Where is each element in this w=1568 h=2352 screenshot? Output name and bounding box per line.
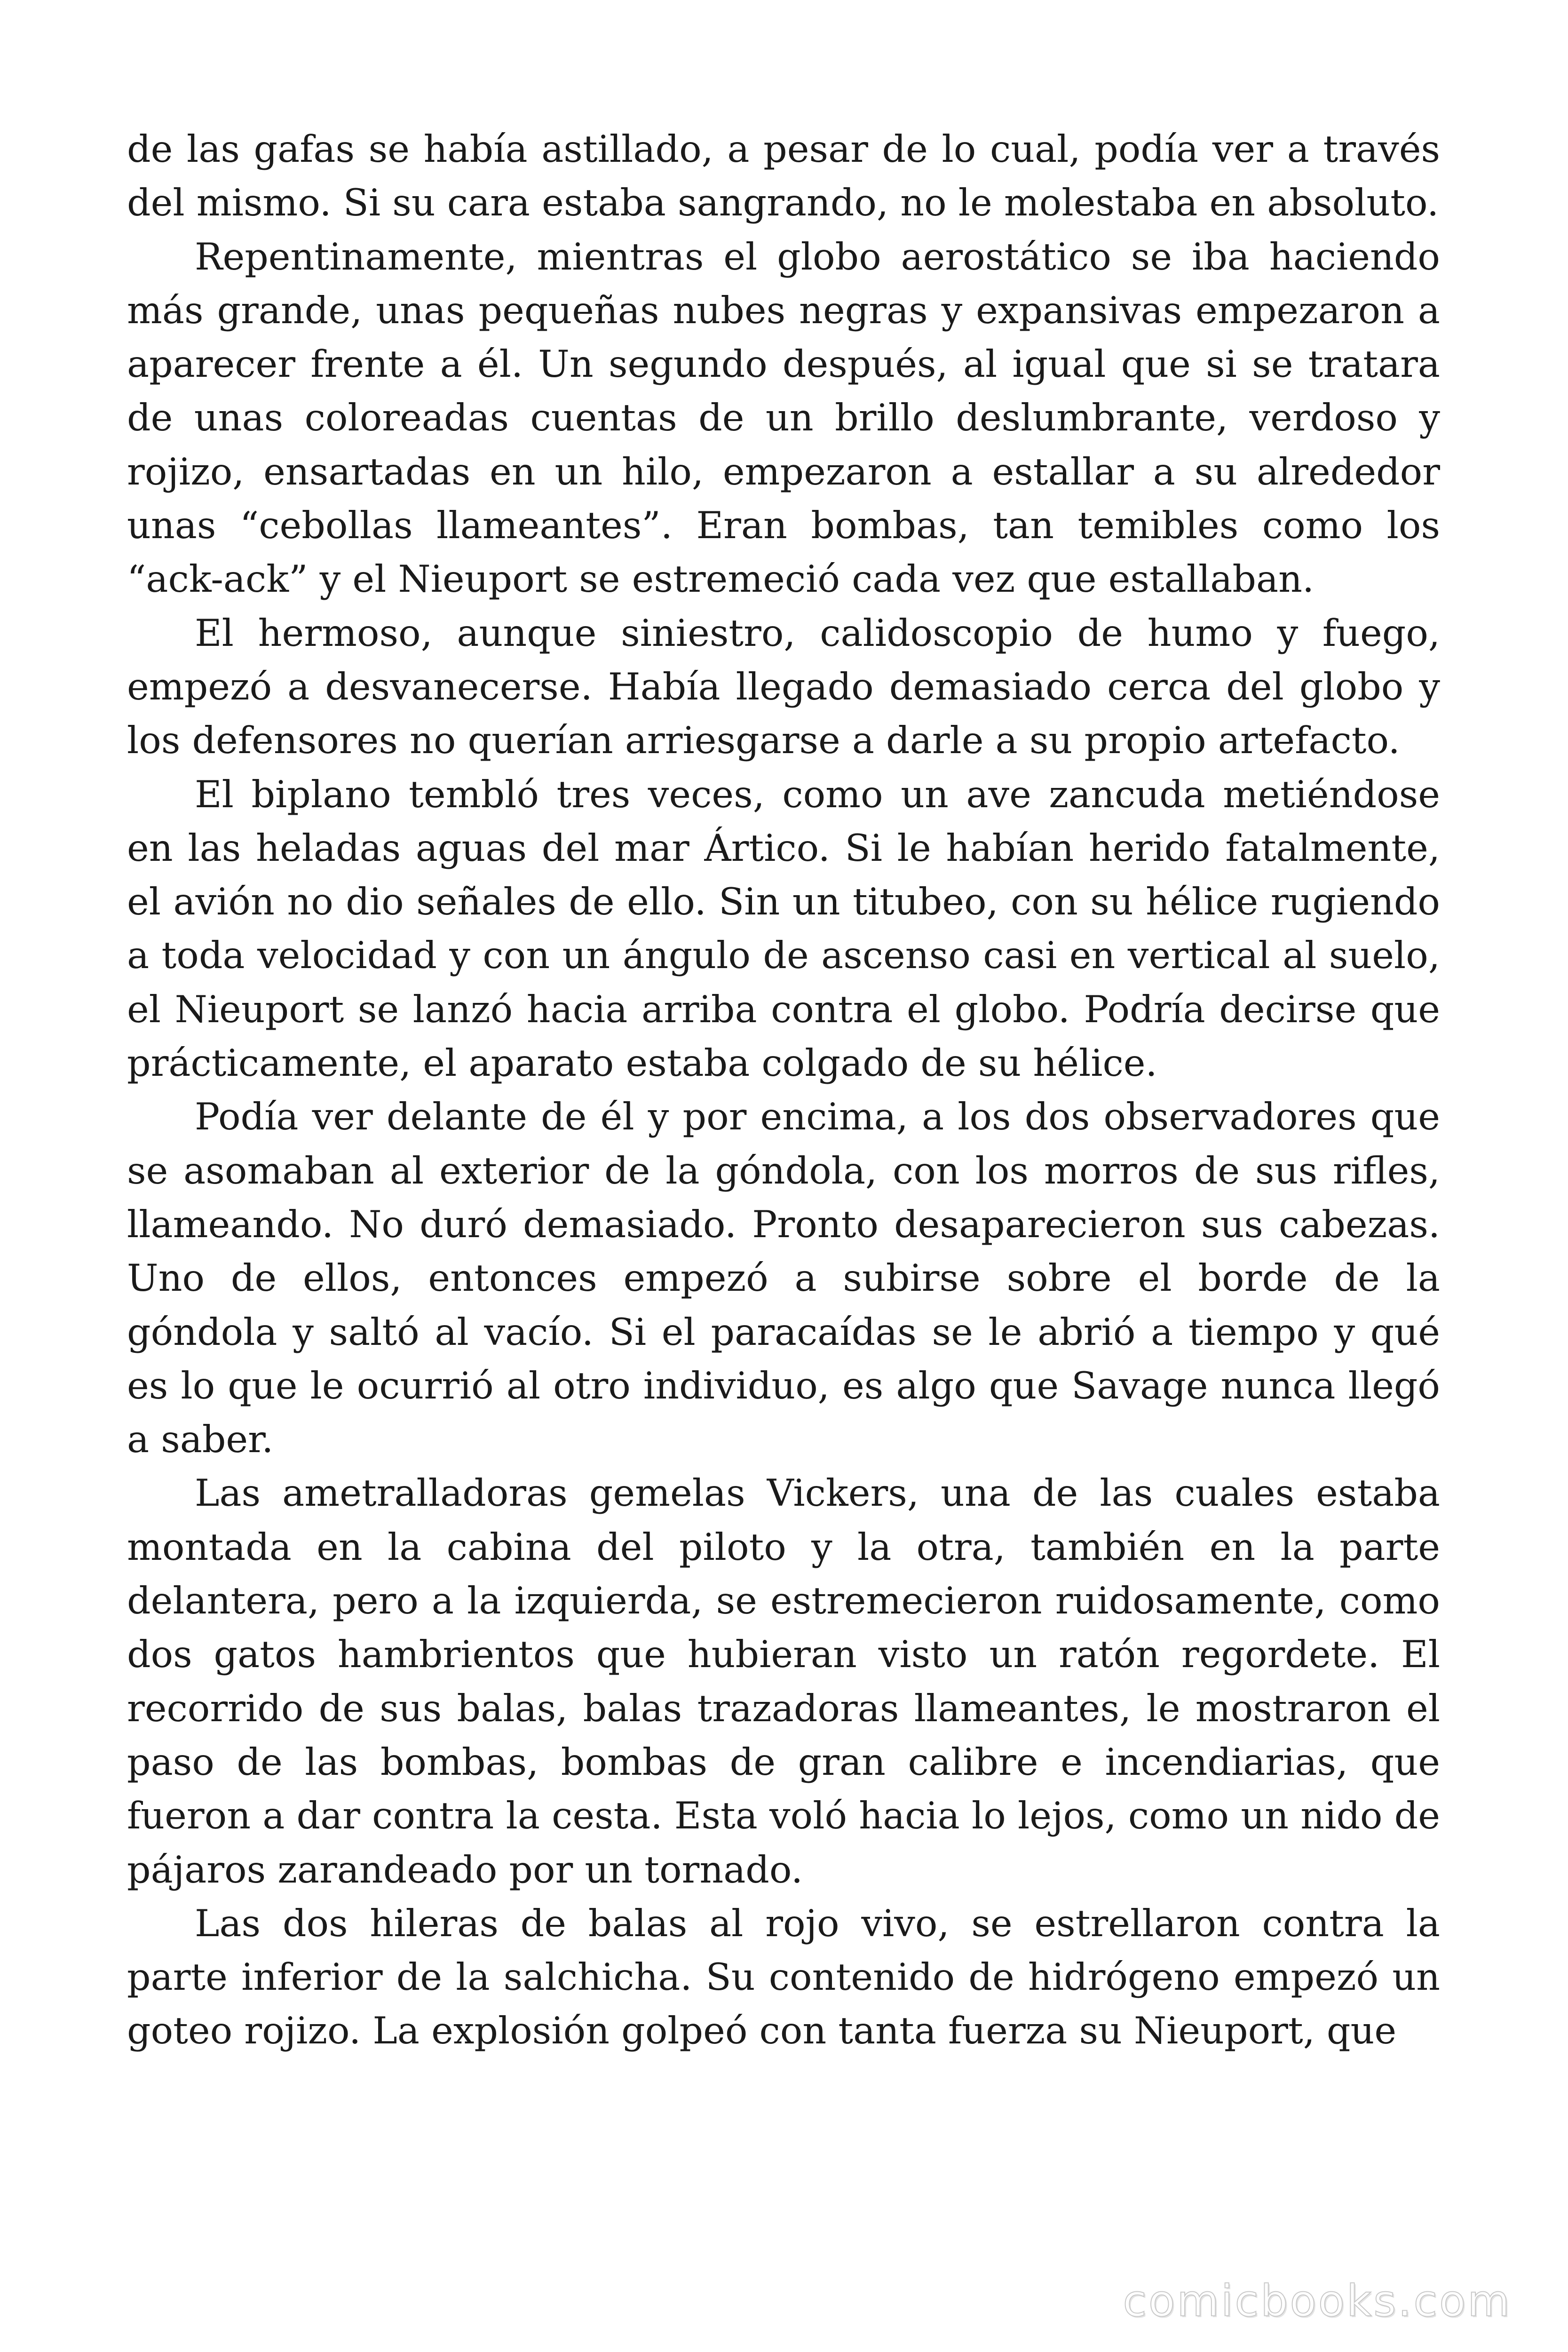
paragraph-4: El biplano tembló tres veces, como un ave zancuda metiéndose en las heladas aguas del mar Ártico. Si le habían herido fatalmente, el avión no dio señales de ello. Sin un titubeo, con su hélice rugiendo a toda velocidad y con un ángulo de ascenso casi en vertical al suelo, el Nieuport se lanzó hacia arriba contra el globo. Podría decirse que prácticamente, el aparato estaba colgado de su hélice.: [127, 772, 1440, 1085]
paragraph-6: Las ametralladoras gemelas Vickers, una de las cuales estaba montada en la cabina del piloto y la otra, también en la parte delantera, pero a la izquierda, se estremecieron ruidosamente, como dos gatos hambrientos que hubieran visto un ratón regordete. El recorrido de sus balas, balas trazadoras llameantes, le mostraron el paso de las bombas, bombas de gran calibre e incendiarias, que fueron a dar contra la cesta. Esta voló hacia lo lejos, como un nido de pájaros zarandeado por un tornado.: [127, 1471, 1440, 1891]
paragraph-1: de las gafas se había astillado, a pesar de lo cual, podía ver a través del mismo. Si su cara estaba sangrando, no le molestaba en absoluto.: [127, 127, 1440, 225]
watermark-text: comicbooks.com: [1123, 2276, 1512, 2326]
page-body-text: [127, 122, 1440, 2058]
paragraph-7: Las dos hileras de balas al rojo vivo, se estrellaron contra la parte inferior de la salchicha. Su contenido de hidrógeno empezó un goteo rojizo. La explosión golpeó con tanta fuerza su Nieuport, que: [127, 1901, 1440, 2053]
paragraph-3: El hermoso, aunque siniestro, calidoscopio de humo y fuego, empezó a desvanecerse. Había llegado demasiado cerca del globo y los defensores no querían arriesgarse a darle a su propio artefacto.: [127, 611, 1440, 763]
paragraph-2: Repentinamente, mientras el globo aerostático se iba haciendo más grande, unas pequeñas nubes negras y expansivas empezaron a aparecer frente a él. Un segundo después, al igual que si se tratara de unas coloreadas cuentas de un brillo deslumbrante, verdoso y rojizo, ensartadas en un hilo, empezaron a estallar a su alrededor unas “cebollas llameantes”. Eran bombas, tan temibles como los “ack-ack” y el Nieuport se estremeció cada vez que estallaban.: [127, 235, 1440, 601]
paragraph-5: Podía ver delante de él y por encima, a los dos observadores que se asomaban al exterior de la góndola, con los morros de sus rifles, llameando. No duró demasiado. Pronto desaparecieron sus cabezas. Uno de ellos, entonces empezó a subirse sobre el borde de la góndola y saltó al vacío. Si el paracaídas se le abrió a tiempo y qué es lo que le ocurrió al otro individuo, es algo que Savage nunca llegó a saber.: [127, 1095, 1440, 1462]
